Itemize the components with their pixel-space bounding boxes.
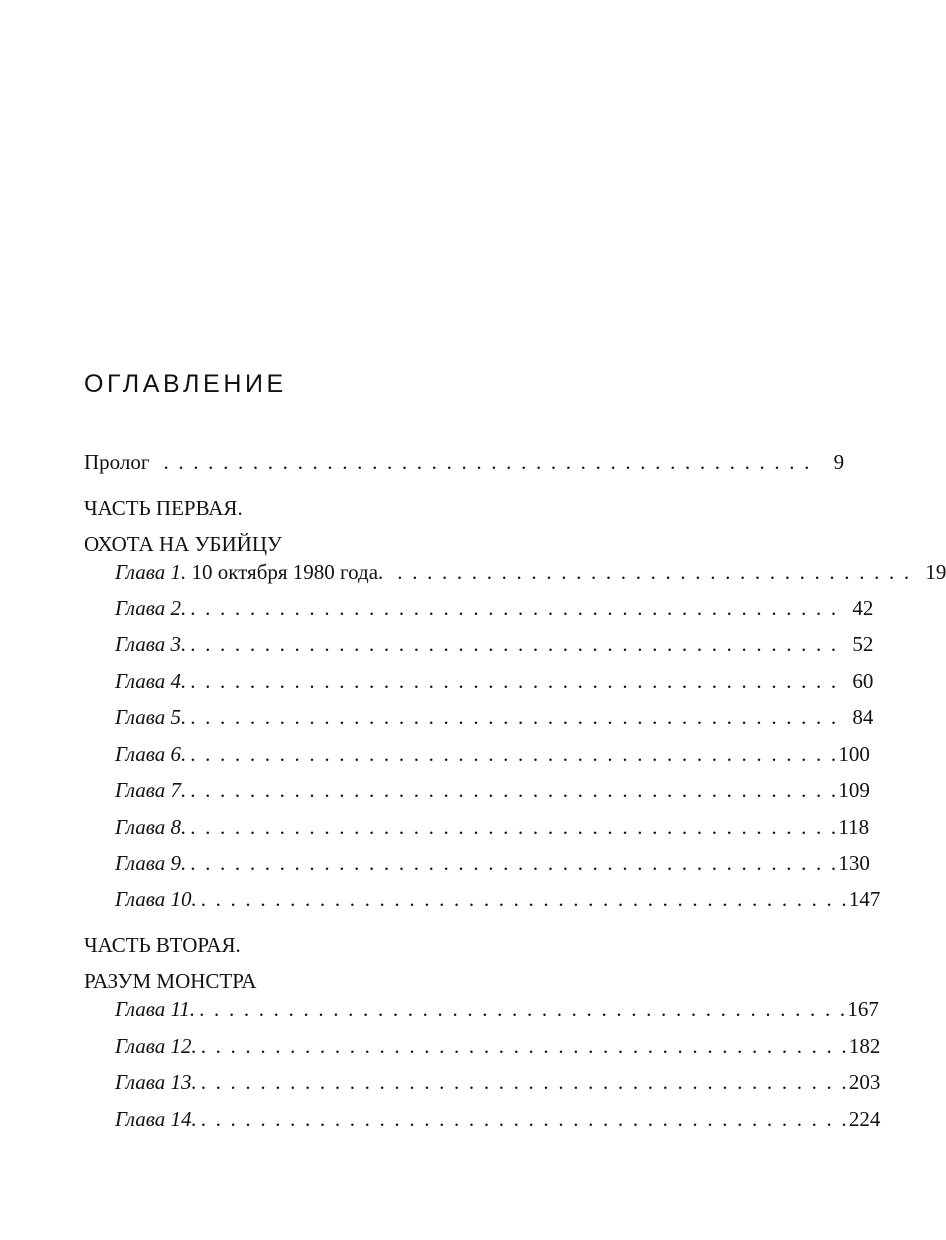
toc-title: ОГЛАВЛЕНИЕ — [84, 370, 287, 398]
toc-entry-prologue[interactable] — [84, 448, 845, 476]
entry-page-number: 42 — [852, 596, 874, 620]
toc-entry-chapter[interactable] — [115, 813, 870, 841]
toc-entry-chapter[interactable] — [115, 740, 870, 768]
entry-page-number: 167 — [847, 997, 879, 1021]
entry-label: Глава 12. — [115, 1034, 197, 1058]
toc-entry-chapter[interactable] — [115, 849, 870, 877]
entry-label: Глава 10. — [115, 887, 197, 911]
leader-dots: . . . . . . . . . . . . . . . . . . . . . . . . . . . . . . . . . . . . . . . . . . . . — [190, 596, 839, 620]
entry-label: Глава 2. — [115, 596, 187, 620]
part-title-line: ЧАСТЬ ВТОРАЯ. — [84, 933, 241, 957]
entry-page-number: 182 — [848, 1034, 881, 1058]
leader-dots: . . . . . . . . . . . . . . . . . . . . . . . . . . . . . . . . . . . . . . . . . . . . — [200, 1034, 849, 1058]
toc-entry-chapter[interactable] — [115, 1068, 881, 1096]
entry-label: Глава 4. — [115, 669, 187, 693]
entry-page-number: 203 — [848, 1070, 881, 1094]
entry-page-number: 9 — [833, 450, 845, 474]
entry-page-number: 118 — [838, 815, 870, 839]
entry-label: Глава 9. — [115, 851, 187, 875]
leader-dots: . . . . . . . . . . . . . . . . . . . . . . . . . . . . . . . . . . . . . . . . . . . . — [190, 815, 839, 839]
entry-label: Глава 14. — [115, 1107, 197, 1131]
entry-label: Глава 5. — [115, 705, 187, 729]
leader-dots: . . . . . . . . . . . . . . . . . . . . . . . . . . . . . . . . . . . . . . . . . . . . — [190, 669, 839, 693]
toc-entry-chapter[interactable] — [115, 630, 874, 658]
toc-entry-chapter[interactable] — [115, 995, 879, 1023]
leader-dots: . . . . . . . . . . . . . . . . . . . . . . . . . . . . . . . . . . . . . . . . . . . . — [190, 742, 839, 766]
toc-entry-chapter[interactable] — [115, 1105, 881, 1133]
entry-page-number: 19 — [925, 560, 946, 584]
leader-dots: . . . . . . . . . . . . . . . . . . . . . . . . . . . . . . . . . . . . . . . . . . . . — [200, 1107, 849, 1131]
entry-label: Глава 1. 10 октября 1980 года. — [115, 560, 384, 584]
entry-page-number: 100 — [838, 742, 870, 766]
entry-page-number: 84 — [852, 705, 874, 729]
leader-dots: . . . . . . . . . . . . . . . . . . . . . . . . . . . . . . . . . . . . . . . . . . . . — [200, 1070, 849, 1094]
entry-page-number: 130 — [838, 851, 870, 875]
toc-entry-chapter[interactable] — [115, 776, 870, 804]
part-heading — [84, 927, 256, 999]
leader-dots: . . . . . . . . . . . . . . . . . . . . . . . . . . . . . . . . . . . . . . . . . . . . — [200, 887, 849, 911]
part-title-line: ЧАСТЬ ПЕРВАЯ. — [84, 496, 243, 520]
leader-dots: . . . . . . . . . . . . . . . . . . . . . . . . . . . . . . . . . . . — [397, 560, 912, 584]
entry-label: Глава 3. — [115, 632, 187, 656]
entry-page-number: 60 — [852, 669, 874, 693]
toc-entry-chapter[interactable] — [115, 885, 881, 913]
leader-dots: . . . . . . . . . . . . . . . . . . . . . . . . . . . . . . . . . . . . . . . . . . . . — [190, 632, 839, 656]
entry-page-number: 109 — [838, 778, 870, 802]
leader-dots: . . . . . . . . . . . . . . . . . . . . . . . . . . . . . . . . . . . . . . . . . . . . — [190, 778, 839, 802]
entry-page-number: 224 — [848, 1107, 881, 1131]
entry-label: Глава 13. — [115, 1070, 197, 1094]
part-subtitle-line: ОХОТА НА УБИЙЦУ — [84, 532, 282, 556]
part-subtitle-line: РАЗУМ МОНСТРА — [84, 969, 257, 993]
toc-entry-chapter[interactable] — [115, 594, 874, 622]
toc-entry-chapter[interactable] — [115, 667, 874, 695]
entry-label: Глава 7. — [115, 778, 187, 802]
entry-label: Пролог — [84, 450, 150, 474]
toc-entry-chapter[interactable] — [115, 558, 946, 586]
part-heading — [84, 490, 282, 562]
toc-entry-chapter[interactable] — [115, 1032, 881, 1060]
leader-dots: . . . . . . . . . . . . . . . . . . . . . . . . . . . . . . . . . . . . . . . . . . . . — [190, 705, 839, 729]
toc-entry-chapter[interactable] — [115, 703, 874, 731]
leader-dots: . . . . . . . . . . . . . . . . . . . . . . . . . . . . . . . . . . . . . . . . . . . . — [199, 997, 848, 1021]
entry-page-number: 52 — [852, 632, 874, 656]
entry-label: Глава 11. — [115, 997, 196, 1021]
entry-label: Глава 6. — [115, 742, 187, 766]
entry-page-number: 147 — [848, 887, 881, 911]
leader-dots: . . . . . . . . . . . . . . . . . . . . . . . . . . . . . . . . . . . . . . . . . . . . — [163, 450, 812, 474]
entry-label: Глава 8. — [115, 815, 187, 839]
leader-dots: . . . . . . . . . . . . . . . . . . . . . . . . . . . . . . . . . . . . . . . . . . . . — [190, 851, 839, 875]
